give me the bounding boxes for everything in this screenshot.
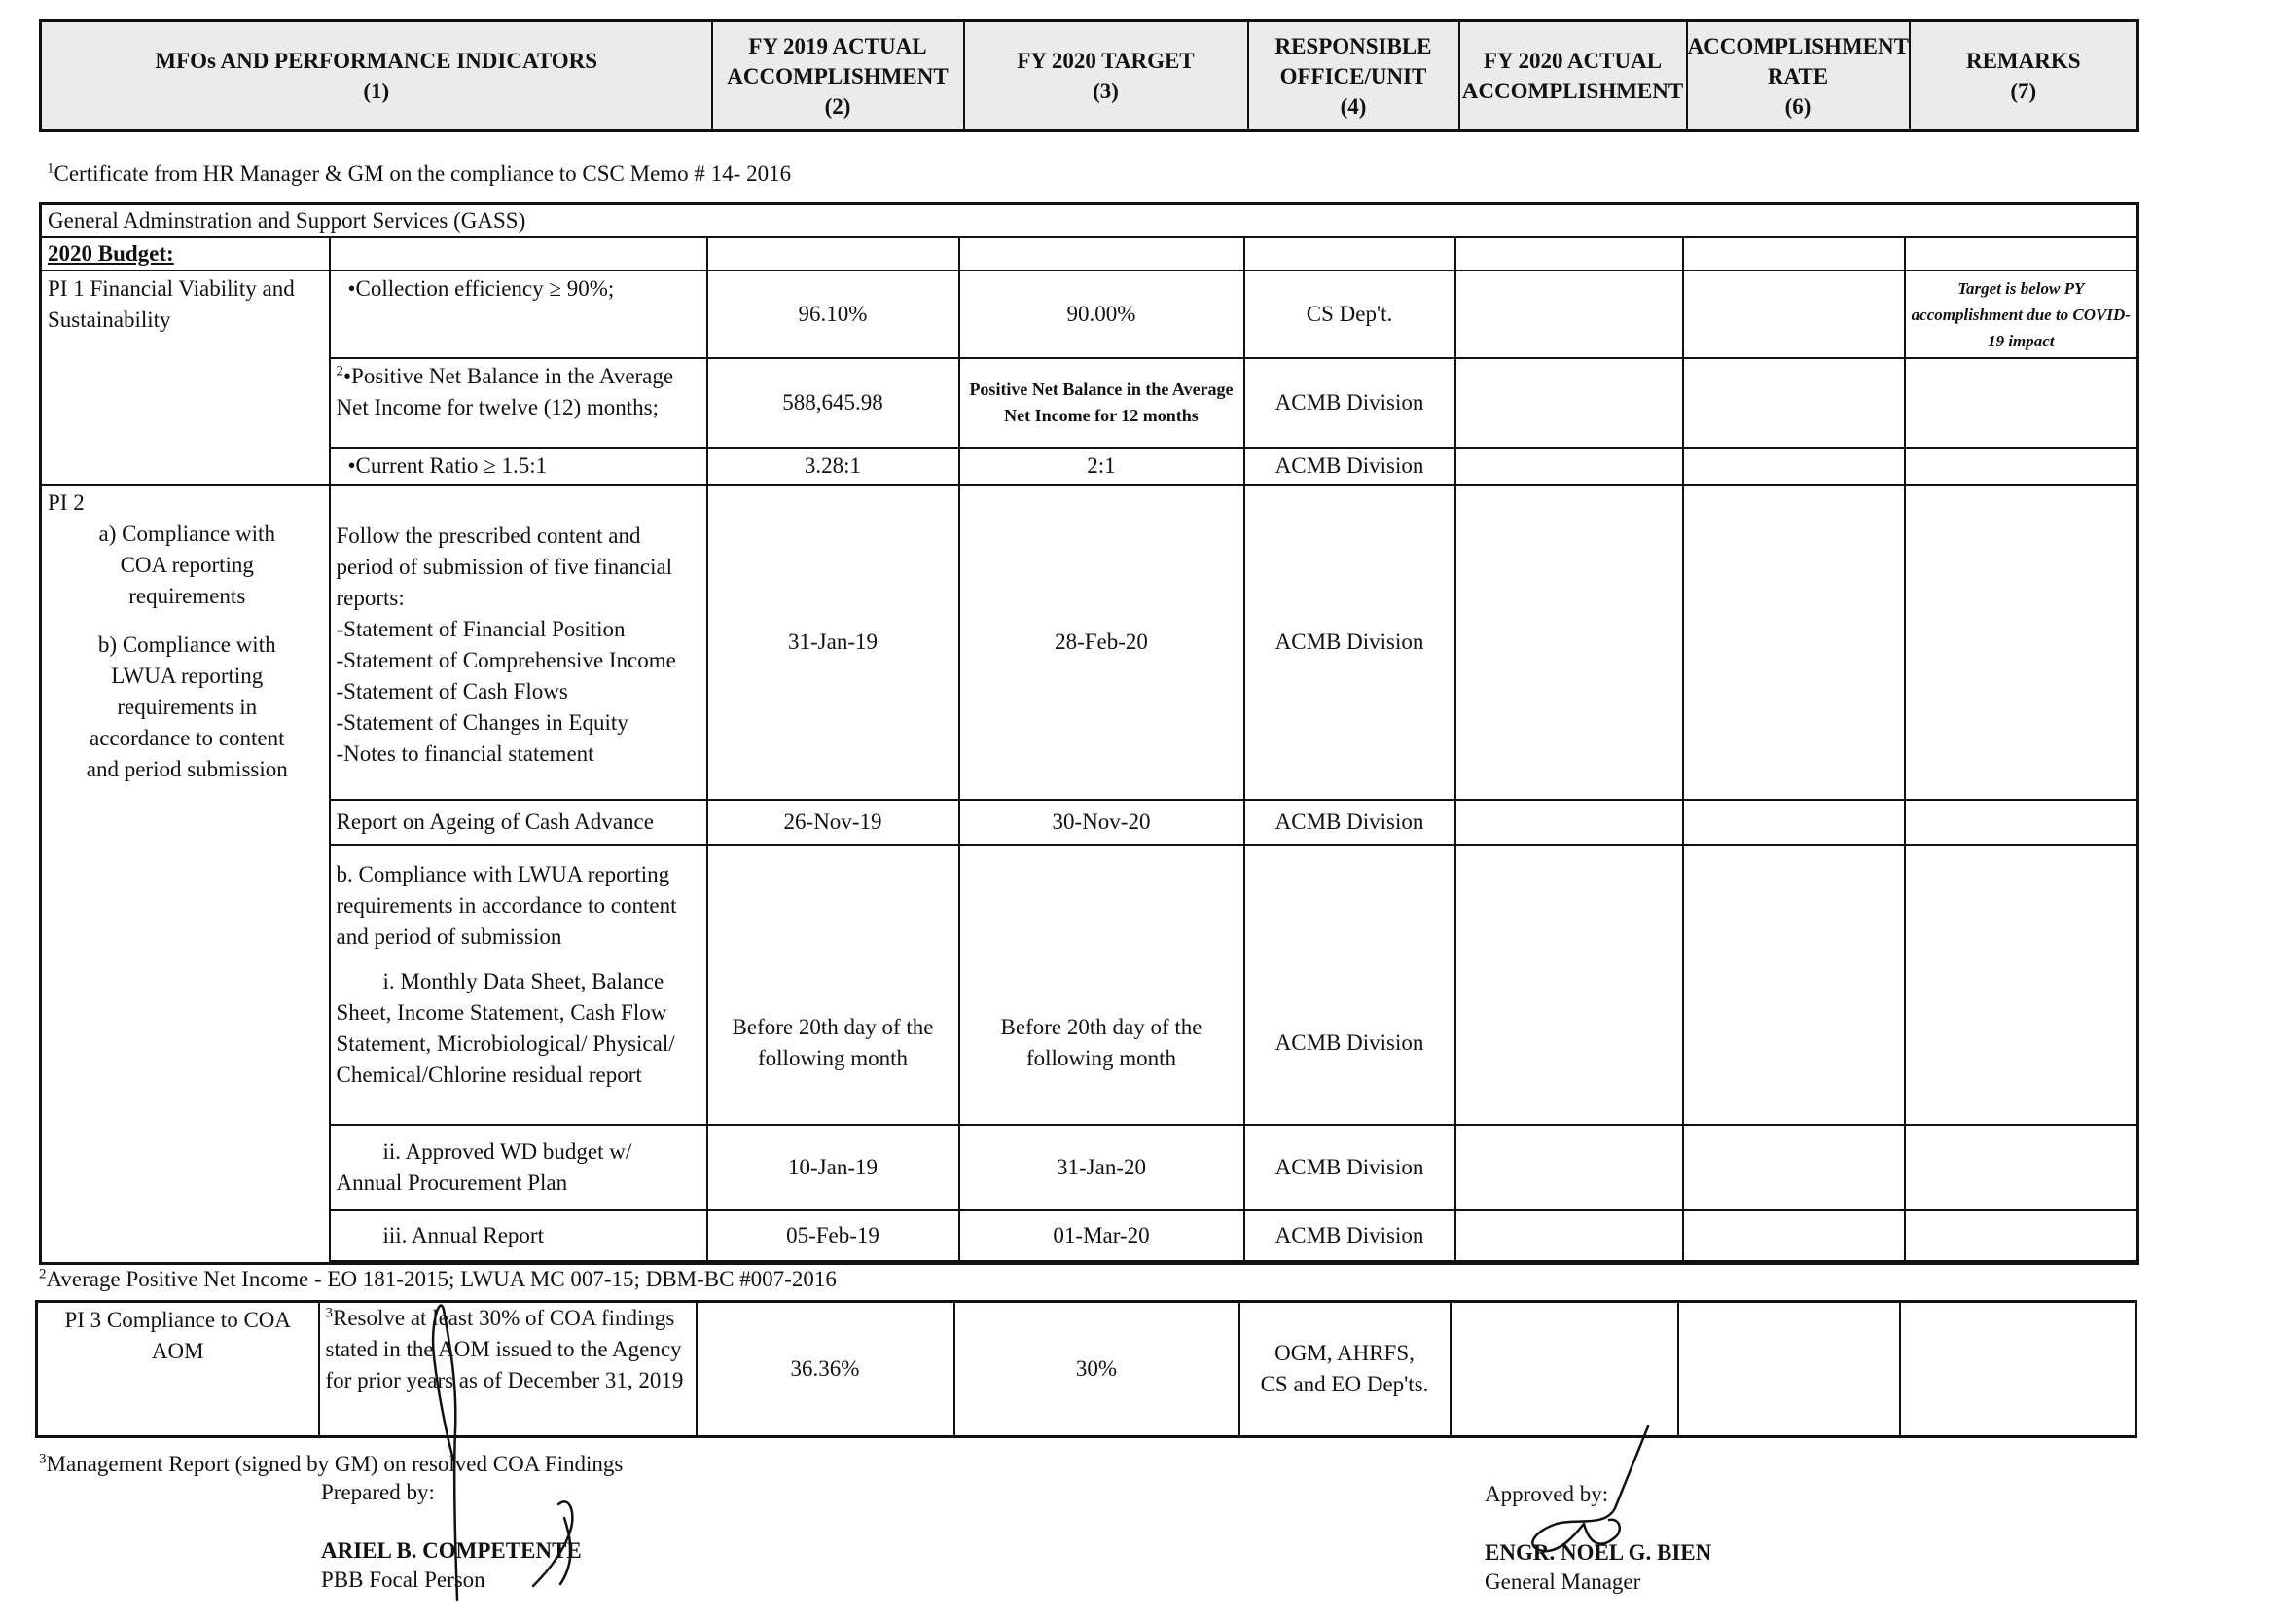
footnote-3-marker: 3 [39, 1451, 47, 1467]
pi1-fy2019: 3.28:1 [707, 448, 959, 485]
pi2-office: ACMB Division [1244, 1125, 1455, 1210]
pi2-office: ACMB Division [1244, 800, 1455, 845]
pi3-target: 30% [954, 1302, 1239, 1437]
pi2-rate [1683, 1125, 1905, 1210]
pi2-fy2019: 26-Nov-19 [707, 800, 959, 845]
empty-cell [1683, 237, 1905, 270]
prepared-by-title: PBB Focal Person [321, 1568, 485, 1592]
pi3-indicator-text: Resolve at least 30% of COA findings stated in the AOM issued to the Agency for prior years as of December 31, 2019 [325, 1306, 684, 1392]
pi1-target: Positive Net Balance in the Average Net Income for 12 months [959, 358, 1244, 448]
empty-cell [330, 237, 707, 270]
header-actual-title: FY 2020 ACTUAL ACCOMPLISHMENT [1461, 49, 1684, 103]
empty-cell [1244, 237, 1455, 270]
pi1-fy2019: 96.10% [707, 270, 959, 358]
pi2-office: ACMB Division [1244, 1210, 1455, 1261]
pi1-office: ACMB Division [1244, 448, 1455, 485]
pi3-remarks [1900, 1302, 2136, 1437]
pi2-report-item: -Statement of Financial Position [336, 617, 626, 641]
pi2-label-a: a) Compliance with COA reporting requirements [98, 522, 275, 608]
header-rate-num: (6) [1784, 93, 1812, 119]
header-fy2019-title: FY 2019 ACTUAL ACCOMPLISHMENT [727, 33, 949, 89]
pi2-intro: Follow the prescribed content and period of submission of five financial reports: [336, 523, 673, 610]
pi2-report-item: -Statement of Comprehensive Income [336, 648, 676, 672]
pi3-office: OGM, AHRFS, CS and EO Dep'ts. [1239, 1302, 1451, 1437]
pi2-remarks [1905, 800, 2138, 845]
prepared-by-name: ARIEL B. COMPETENTE [321, 1538, 582, 1563]
pi1-rate [1683, 358, 1905, 448]
footnote-2-text: Average Positive Net Income - EO 181-2015; LWUA MC 007-15; DBM-BC #007-2016 [46, 1267, 837, 1291]
approved-by-name: ENGR. NOEL G. BIEN [1485, 1540, 1712, 1565]
pi1-target: 90.00% [959, 270, 1244, 358]
pi1-office: ACMB Division [1244, 358, 1455, 448]
pi2-report-item: -Statement of Cash Flows [336, 679, 568, 703]
pi2-remarks [1905, 845, 2138, 1125]
footnote-3-text: Management Report (signed by GM) on resolved COA Findings [46, 1452, 624, 1476]
pi3-table [35, 1300, 2137, 1438]
performance-table [39, 202, 2139, 1265]
pi1-remarks [1905, 448, 2138, 485]
pi2-rate [1683, 485, 1905, 800]
pi1-remarks [1905, 358, 2138, 448]
pi2-target: Before 20th day of the following month [959, 845, 1244, 1125]
header-target [964, 21, 1248, 131]
header-mfos [41, 21, 712, 131]
pi2-label [41, 485, 330, 1264]
pi2-target: 28-Feb-20 [959, 485, 1244, 800]
pi3-footnote-marker: 3 [325, 1305, 333, 1321]
pi2-remarks [1905, 1210, 2138, 1261]
pi2-target: 30-Nov-20 [959, 800, 1244, 845]
pi2-indicator [330, 845, 707, 1125]
pi2-fy2019: 10-Jan-19 [707, 1125, 959, 1210]
pi2-office: ACMB Division [1244, 485, 1455, 800]
header-rate-title: ACCOMPLISHMENT RATE [1687, 33, 1909, 89]
prepared-by-label: Prepared by: [321, 1480, 435, 1504]
footnote-2-marker: 2 [39, 1266, 47, 1282]
pi2-rate [1683, 1210, 1905, 1261]
header-remarks [1910, 21, 2138, 131]
empty-cell [959, 237, 1244, 270]
pi2-fy2019: 31-Jan-19 [707, 485, 959, 800]
pi2-report-item: -Notes to financial statement [336, 741, 594, 766]
pi3-rate [1678, 1302, 1900, 1437]
pi2-actual [1455, 485, 1683, 800]
pi1-remarks: Target is below PY accomplishment due to COVID-19 impact [1905, 270, 2138, 358]
pi1-indicator: •Current Ratio ≥ 1.5:1 [330, 448, 707, 485]
pi1-target: 2:1 [959, 448, 1244, 485]
pi2-target: 31-Jan-20 [959, 1125, 1244, 1210]
header-mfos-num: (1) [363, 79, 390, 103]
footnote-3 [39, 1450, 623, 1479]
pi2-indicator: Report on Ageing of Cash Advance [330, 800, 707, 845]
header-office-num: (4) [1340, 93, 1367, 119]
header-table [39, 19, 2139, 132]
pi2-title: PI 2 [48, 490, 85, 515]
pi2-indicator: ii. Approved WD budget w/ Annual Procurement Plan [330, 1125, 707, 1210]
section-title: General Adminstration and Support Services (GASS) [41, 204, 2138, 238]
pi1-indicator: •Collection efficiency ≥ 90%; [330, 270, 707, 358]
header-rate [1687, 21, 1910, 131]
pi1-indicator [330, 358, 707, 448]
pi1-actual [1455, 270, 1683, 358]
pi2-report-item: -Statement of Changes in Equity [336, 710, 628, 735]
pi2-remarks [1905, 485, 2138, 800]
pi2-target: 01-Mar-20 [959, 1210, 1244, 1261]
header-remarks-title: REMARKS [1965, 49, 2081, 73]
pi2-fy2019: Before 20th day of the following month [707, 845, 959, 1125]
pi2-monthly-reports: i. Monthly Data Sheet, Balance Sheet, Income Statement, Cash Flow Statement, Microbiological/ Physical/ Chemical/Chlorine residual report [336, 969, 675, 1087]
empty-cell [1905, 237, 2138, 270]
approved-by-title: General Manager [1485, 1569, 1641, 1594]
pi2-rate [1683, 845, 1905, 1125]
pi2-label-b: b) Compliance with LWUA reporting requirements in accordance to content and period submission [86, 632, 288, 781]
approved-by-label: Approved by: [1485, 1482, 1609, 1506]
budget-label: 2020 Budget: [41, 237, 330, 270]
header-office-title: RESPONSIBLE OFFICE/UNIT [1274, 33, 1432, 89]
footnote-1 [47, 160, 791, 189]
header-target-title: FY 2020 TARGET [1017, 49, 1195, 73]
header-target-num: (3) [1093, 79, 1119, 103]
header-office [1248, 21, 1459, 131]
pi2-indicator: iii. Annual Report [330, 1210, 707, 1261]
pi2-rate [1683, 800, 1905, 845]
header-fy2019 [712, 21, 964, 131]
header-mfos-title: MFOs AND PERFORMANCE INDICATORS [155, 49, 598, 73]
pi2-actual [1455, 1210, 1683, 1261]
pi1-footnote-marker: 2 [336, 363, 343, 379]
pi2-office: ACMB Division [1244, 845, 1455, 1125]
footnote-1-text: Certificate from HR Manager & GM on the compliance to CSC Memo # 14- 2016 [54, 162, 792, 186]
pi2-fy2019: 05-Feb-19 [707, 1210, 959, 1261]
pi1-fy2019: 588,645.98 [707, 358, 959, 448]
footnote-2 [39, 1265, 837, 1294]
pi1-label: PI 1 Financial Viability and Sustainability [41, 270, 330, 485]
pi3-indicator [319, 1302, 697, 1437]
pi1-office: CS Dep't. [1244, 270, 1455, 358]
pi3-actual [1451, 1302, 1678, 1437]
footnote-1-marker: 1 [47, 161, 54, 177]
pi1-indicator-text: •Positive Net Balance in the Average Net Income for twelve (12) months; [336, 364, 674, 419]
empty-cell [707, 237, 959, 270]
header-fy2019-num: (2) [824, 93, 851, 119]
pi1-rate [1683, 448, 1905, 485]
pi1-actual [1455, 448, 1683, 485]
pi2-actual [1455, 1125, 1683, 1210]
pi3-label: PI 3 Compliance to COA AOM [37, 1302, 319, 1437]
header-actual [1459, 21, 1687, 131]
empty-cell [1455, 237, 1683, 270]
pi3-fy2019: 36.36% [697, 1302, 954, 1437]
pi2-actual [1455, 845, 1683, 1125]
pi1-rate [1683, 270, 1905, 358]
pi1-actual [1455, 358, 1683, 448]
pi2-remarks [1905, 1125, 2138, 1210]
pi2-indicator [330, 485, 707, 800]
pi2-actual [1455, 800, 1683, 845]
header-remarks-num: (7) [2010, 79, 2037, 103]
pi2-lwua-intro: b. Compliance with LWUA reporting requirements in accordance to content and period of submission [336, 862, 677, 949]
